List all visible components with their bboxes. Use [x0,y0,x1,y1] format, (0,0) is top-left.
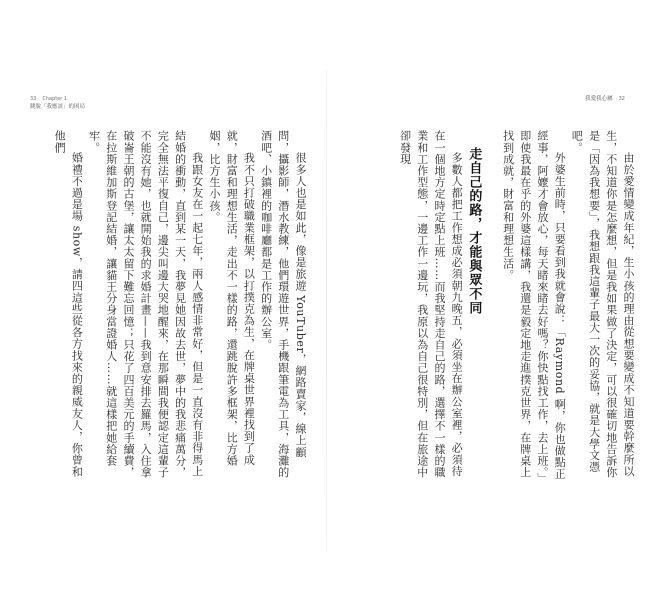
left-page-body [53,130,309,480]
left-running-header [30,97,67,102]
section-heading: 走自己的路，才能與眾不同 [466,147,482,315]
left-chapter-label: Chapter 1 [42,96,68,102]
paragraph: 外婆生前時，只要看到我就會說：「Raymond 啊，你也做點正經事，阿嬤才會放心，每天睹來睹去好嗎？你快點找工作，去上班。」即使我最在乎的外婆這樣講，我還是毅定地走進撲克世界，在牌桌上找到成就，財富和理想生活。 [501,130,567,480]
right-book-title: 我愛我心屬 [585,96,613,102]
right-page-body [335,130,637,480]
paragraph: 我跟女友在一起七年，兩人感情非常好，但是一直沒有非得馬上結婚的衝動，直到某一天，我夢見她因故去世，夢中的我悲痛萬分，完全無法平復自己，邊尖叫邊大哭地醒來，在那瞬間我便認定這輩子不能沒有她，也就開始我的求婚計畫——我到意安排去羅馬，入住拿破崙王朝的古堡，讓太太留下難忘回憶；只花了四百美元的手續費，在拉斯維加斯登記結婚，讓貓王分身當證婚人……就這樣把她給套牢。 [87,130,204,478]
left-chapter-subtitle: 跳脫「我應該」的困局 [30,104,86,110]
paragraph: 很多人也是如此，像是旅遊 YouTuber，網路賣家，線上顧問，攝影師，潛水教練，他們環遊世界，手機跟筆電為工具，海灘的酒吧、小鎮裡的咖啡廳都是工作的辦公室。 [259,130,307,478]
paragraph: 由於愛情變成年紀，生小孩的理由從想要變成不知道要幹麼所以生，不知道你是怎麼想，但是我如果做了決定，可以很確切地告訴你是「因為我想要」，我想跟我這輩子最大一次的妥協，就是大學文憑吧。 [570,130,635,478]
paragraph: 多數人都把工作想成必須朝九晚五，必須坐在辦公室裡，必須待在一個地方定時定點上班……而我堅持走自己的路，選擇不一樣的職業和工作型態，一邊工作一邊玩，我原以為自己很特別，但在旅途中卻發現 [398,130,464,478]
paragraph: 我不只打破職業框架，以打撲克為生，在牌桌世界裡找到了成就，財富和理想生活，走出不一樣的路，還跳脫許多框架，比方婚姻，比方生小孩。 [207,130,256,467]
left-page-number: 33 [30,96,37,102]
right-running-header [585,97,625,103]
page-gutter [326,70,327,550]
paragraph: 婚禮不過是場 show，請四這些從各方找來的親威友人，你曾和他們 [53,130,84,478]
right-page-number: 32 [618,96,625,102]
